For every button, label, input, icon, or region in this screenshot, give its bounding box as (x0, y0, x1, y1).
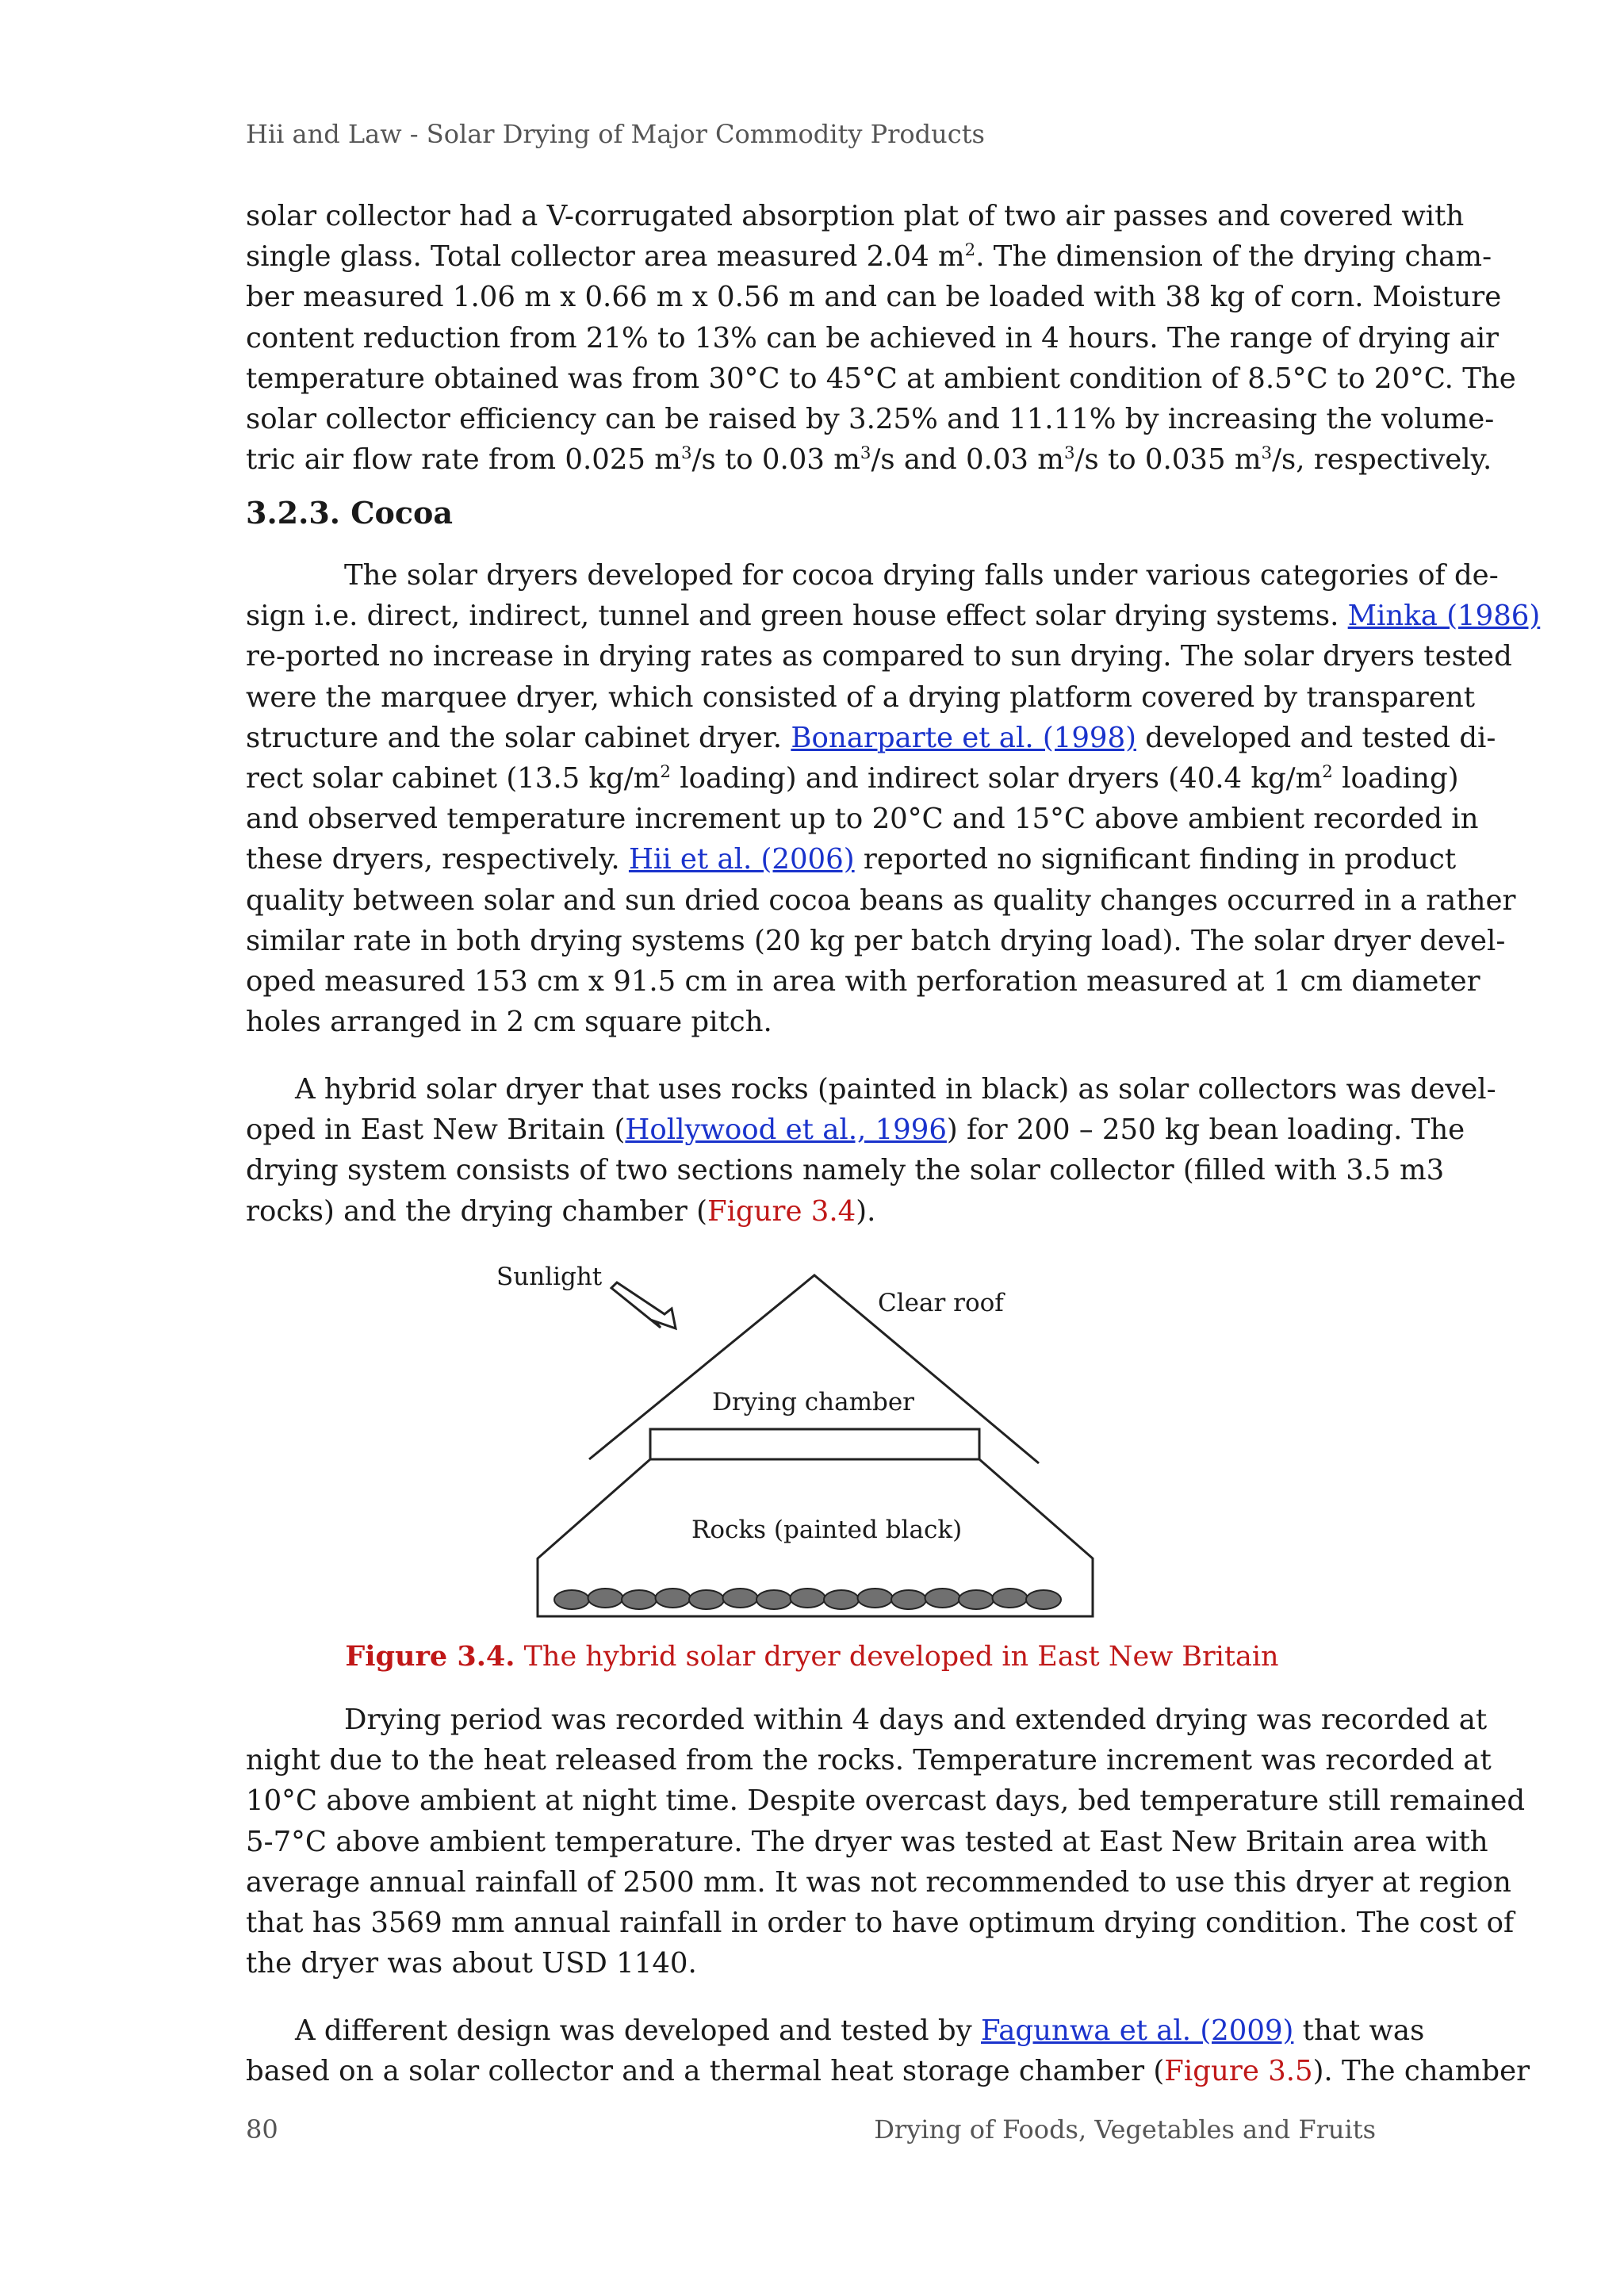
text-line: sign i.e. direct, indirect, tunnel and green house effect solar drying systems. Minka (1986) (246, 600, 1541, 633)
text-line: these dryers, respectively. Hii et al. (2006) reported no significant finding in product (246, 843, 1457, 876)
running-header: Hii and Law - Solar Drying of Major Commodity Products (246, 119, 985, 149)
rock (993, 1589, 1028, 1608)
text-line: re-ported no increase in drying rates as compared to sun drying. The solar dryers tested (246, 640, 1512, 673)
rock (1026, 1590, 1061, 1609)
text-line: night due to the heat released from the rocks. Temperature increment was recorded at (246, 1744, 1492, 1777)
citation-link-hii[interactable]: Hii et al. (2006) (628, 843, 855, 876)
text-line: Drying period was recorded within 4 days and extended drying was recorded at (344, 1704, 1488, 1736)
text-line: A different design was developed and tested by Fagunwa et al. (2009) that was (295, 2014, 1425, 2047)
rock (891, 1590, 926, 1609)
hybrid-dryer-diagram (476, 1253, 1110, 1634)
section-heading: 3.2.3. Cocoa (246, 495, 453, 531)
rocks-label: Rocks (painted black) (691, 1516, 963, 1544)
rock (791, 1589, 825, 1608)
rock (858, 1589, 893, 1608)
clear-roof-label: Clear roof (878, 1289, 1004, 1317)
text-line: that has 3569 mm annual rainfall in order to have optimum drying condition. The cost of (246, 1907, 1515, 1940)
text-line: single glass. Total collector area measured 2.04 $m^2$. The dimension of the drying cham- (246, 240, 1492, 274)
paragraph-1 (246, 196, 1516, 480)
rock (622, 1590, 657, 1609)
figure-3-4 (476, 1253, 1110, 1634)
rock (756, 1590, 791, 1609)
text-line: 5-7°C above ambient temperature. The dryer was tested at East New Britain area with (246, 1825, 1488, 1858)
text-line: tric air flow rate from 0.025 $m^3/s$ to 0.03 $m^3/s$ and 0.03 $m^3/s$ to 0.035 $m^3/s$, respectively. (246, 443, 1492, 477)
drying-chamber-tray (650, 1429, 979, 1459)
rock (588, 1589, 623, 1608)
citation-link-bonarparte[interactable]: Bonarparte et al. (1998) (791, 721, 1136, 754)
rock (554, 1590, 589, 1609)
figure-reference-3-5[interactable]: Figure 3.5 (1164, 2055, 1313, 2088)
citation-link-hollywood[interactable]: Hollywood et al., 1996 (625, 1114, 947, 1147)
citation-link-minka[interactable]: Minka (1986) (1347, 600, 1541, 633)
rock (723, 1589, 758, 1608)
text-line: temperature obtained was from 30°C to 45°C at ambient condition of 8.5°C to 20°C. The (246, 362, 1516, 395)
text-line: similar rate in both drying systems (20 kg per batch drying load). The solar dryer devel- (246, 924, 1506, 957)
text-line: solar collector had a V-corrugated absorption plat of two air passes and covered with (246, 200, 1465, 232)
rock (656, 1589, 691, 1608)
text-line: The solar dryers developed for cocoa drying falls under various categories of de- (344, 559, 1499, 592)
text-line: rect solar cabinet (13.5 $kg/m^2$ loading) and indirect solar dryers (40.4 $kg/m^2$ loading) (246, 762, 1459, 795)
figure-reference-3-4[interactable]: Figure 3.4 (707, 1194, 856, 1228)
paragraph-3 (246, 1069, 1496, 1232)
text-line: oped in East New Britain (Hollywood et al., 1996) for 200 – 250 kg bean loading. The (246, 1114, 1465, 1147)
citation-link-fagunwa[interactable]: Fagunwa et al. (2009) (981, 2014, 1294, 2047)
rock-bed (554, 1589, 1061, 1609)
rock (689, 1590, 724, 1609)
rock (824, 1590, 859, 1609)
rock (959, 1590, 994, 1609)
text-line: oped measured 153 cm x 91.5 cm in area with perforation measured at 1 cm diameter (246, 965, 1480, 999)
text-line: drying system consists of two sections namely the solar collector (filled with 3.5 m3 (246, 1154, 1445, 1187)
text-line: based on a solar collector and a thermal heat storage chamber (Figure 3.5). The chamber (246, 2055, 1530, 2088)
text-line: and observed temperature increment up to 20°C and 15°C above ambient recorded in (246, 803, 1479, 836)
rock (925, 1589, 960, 1608)
paragraph-5 (246, 2010, 1530, 2091)
paragraph-2 (246, 555, 1541, 1042)
sunlight-arrow-icon (611, 1282, 676, 1328)
text-line: quality between solar and sun dried cocoa beans as quality changes occurred in a rather (246, 884, 1516, 917)
figure-caption (0, 1640, 1624, 1673)
text-line: rocks) and the drying chamber (Figure 3.4). (246, 1194, 876, 1228)
text-line: holes arranged in 2 cm square pitch. (246, 1006, 772, 1039)
paragraph-4 (246, 1700, 1526, 1984)
text-line: content reduction from 21% to 13% can be achieved in 4 hours. The range of drying air (246, 321, 1500, 355)
page-number: 80 (246, 2114, 278, 2145)
text-line: solar collector efficiency can be raised by 3.25% and 11.11% by increasing the volume- (246, 403, 1495, 436)
sunlight-label: Sunlight (496, 1263, 603, 1291)
caption-text: The hybrid solar dryer developed in East New Britain (515, 1641, 1279, 1673)
text-line: 10°C above ambient at night time. Despite overcast days, bed temperature still remained (246, 1784, 1526, 1818)
text-line: ber measured 1.06 m x 0.66 m x 0.56 m and can be loaded with 38 kg of corn. Moisture (246, 281, 1502, 314)
text-line: structure and the solar cabinet dryer. Bonarparte et al. (1998) developed and tested di- (246, 721, 1496, 754)
text-line: average annual rainfall of 2500 mm. It was not recommended to use this dryer at region (246, 1865, 1511, 1899)
text-line: the dryer was about USD 1140. (246, 1947, 697, 1980)
text-line: A hybrid solar dryer that uses rocks (painted in black) as solar collectors was devel- (295, 1073, 1496, 1106)
footer-book-title: Drying of Foods, Vegetables and Fruits (874, 2114, 1376, 2145)
text-line: were the marquee dryer, which consisted of a drying platform covered by transparent (246, 680, 1476, 714)
caption-label: Figure 3.4. (345, 1640, 515, 1673)
drying-chamber-label: Drying chamber (712, 1388, 914, 1416)
